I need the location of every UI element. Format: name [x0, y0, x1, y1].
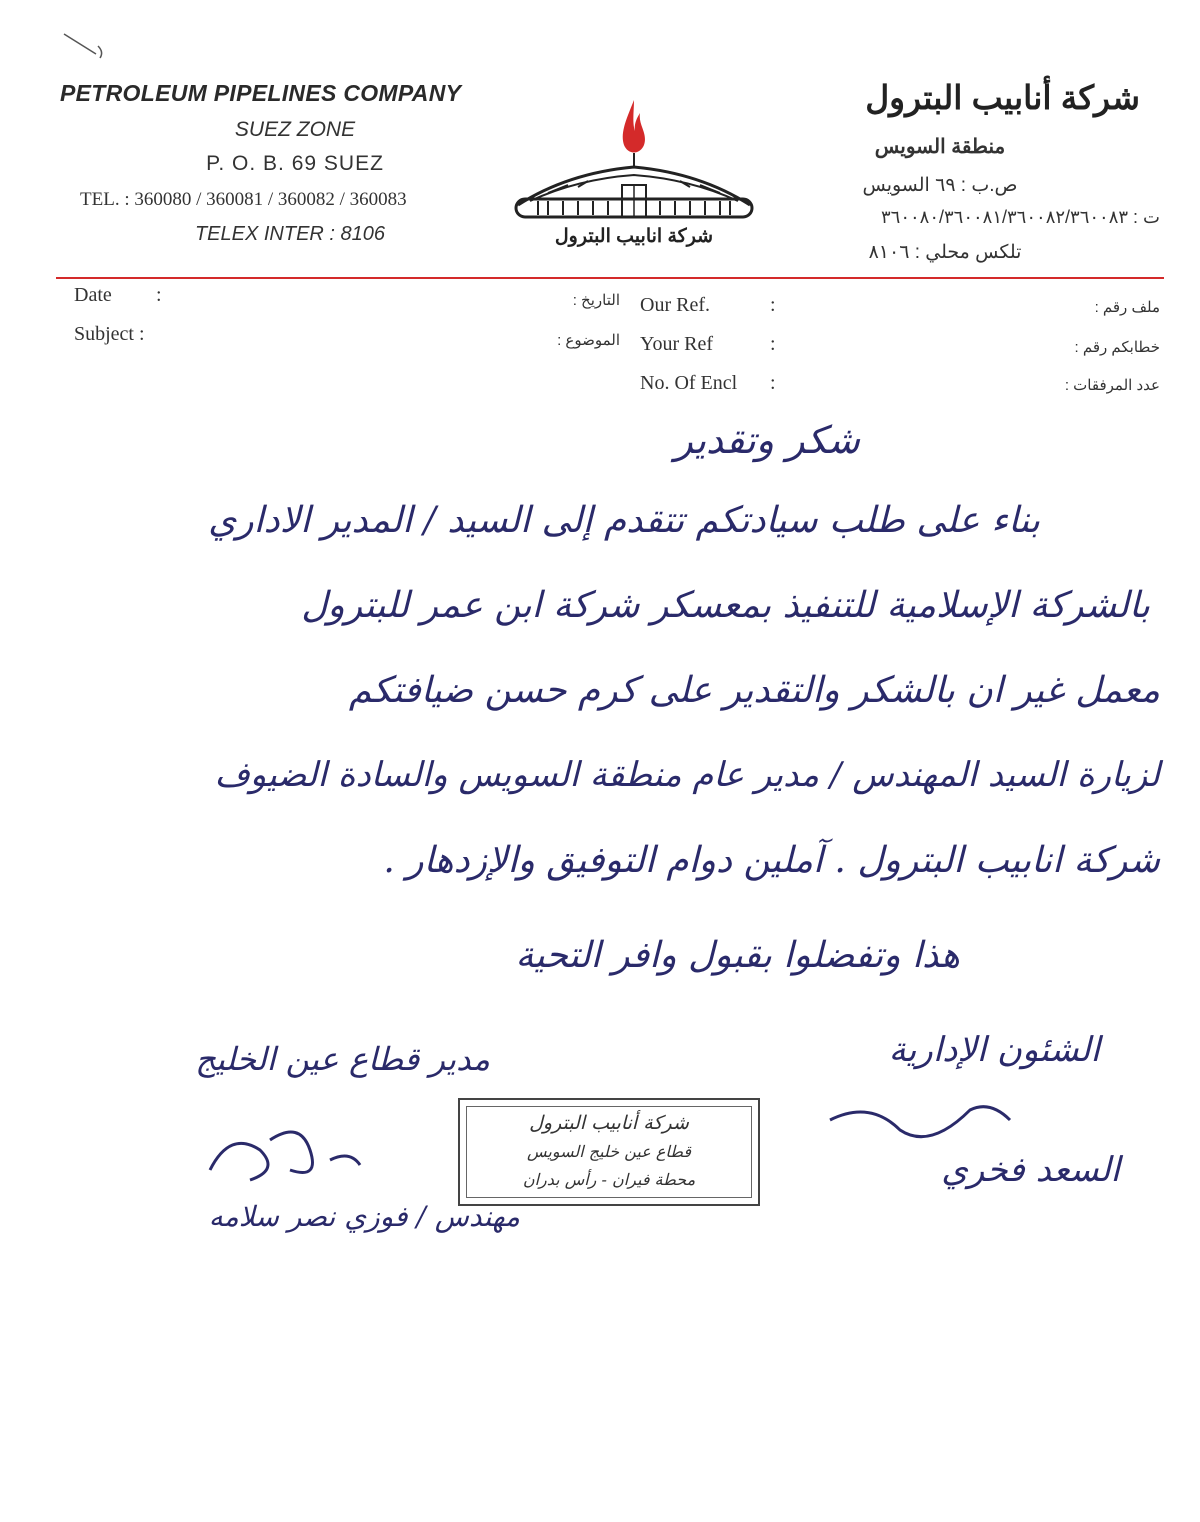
- left-signature-mark: [190, 1110, 390, 1200]
- our-ref-label: Our Ref.: [640, 294, 710, 316]
- letter-line-1: بناء على طلب سيادتكم تتقدم إلى السيد / المدير الاداري: [208, 500, 1040, 541]
- file-no-label-ar: ملف رقم :: [1094, 299, 1160, 316]
- zone-ar: منطقة السويس: [874, 136, 1006, 158]
- date-label-ar: التاريخ :: [572, 292, 620, 309]
- your-ref-label: Your Ref: [640, 333, 713, 355]
- letter-line-4: لزيارة السيد المهندس / مدير عام منطقة السويس والسادة الضيوف: [214, 755, 1160, 795]
- telex-en: TELEX INTER : 8106: [194, 223, 386, 245]
- subject-label-ar: الموضوع :: [557, 332, 620, 349]
- letter-line-6: هذا وتفضلوا بقبول وافر التحية: [515, 935, 960, 976]
- logo-caption: شركة انابيب البترول: [554, 226, 714, 247]
- pob-en: P. O. B. 69 SUEZ: [206, 152, 384, 175]
- right-signature-mark: [820, 1090, 1020, 1150]
- our-ref-colon: :: [770, 294, 776, 316]
- subject-label: Subject :: [74, 323, 145, 345]
- telephone-en: TEL. : 360080 / 360081 / 360082 / 360083: [80, 189, 407, 210]
- stamp-line-2: قطاع عين خليج السويس: [526, 1142, 692, 1161]
- enclosures-colon: :: [770, 372, 776, 394]
- letter-title: شكر وتقدير: [674, 418, 860, 462]
- letter-line-5: شركة انابيب البترول . آملين دوام التوفيق والإزدهار .: [383, 840, 1160, 881]
- telephone-ar: ت : ٣٦٠٠٨٠/٣٦٠٠٨١/٣٦٠٠٨٢/٣٦٠٠٨٣: [881, 207, 1160, 227]
- telex-ar: تلكس محلي : ٨١٠٦: [868, 242, 1022, 263]
- company-name-en: PETROLEUM PIPELINES COMPANY: [60, 80, 462, 106]
- header-divider: [56, 277, 1164, 279]
- attachments-label-ar: عدد المرفقات :: [1064, 377, 1160, 394]
- stamp-line-3: محطة فيران - رأس بدران: [522, 1170, 696, 1189]
- zone-en: SUEZ ZONE: [234, 118, 356, 141]
- right-signatory-name: السعد فخري: [941, 1150, 1120, 1190]
- your-ref-colon: :: [770, 333, 776, 355]
- your-letter-label-ar: خطابكم رقم :: [1074, 339, 1160, 356]
- date-colon: :: [156, 284, 162, 306]
- stamp-line-1: شركة أنابيب البترول: [529, 1112, 689, 1134]
- left-signatory-title: مدير قطاع عين الخليج: [195, 1040, 490, 1078]
- company-name-ar: شركة أنابيب البترول: [865, 79, 1140, 116]
- left-signatory-name: مهندس / فوزي نصر سلامه: [208, 1200, 520, 1233]
- letter-line-2: بالشركة الإسلامية للتنفيذ بمعسكر شركة ابن عمر للبترول: [301, 585, 1150, 626]
- letter-line-3: معمل غير ان بالشكر والتقدير على كرم حسن ضيافتكم: [348, 670, 1160, 711]
- date-label: Date: [74, 284, 112, 306]
- right-signatory-title: الشئون الإدارية: [888, 1030, 1100, 1070]
- pen-mark: [60, 28, 120, 68]
- enclosures-label: No. Of Encl: [640, 372, 738, 394]
- pob-ar: ص.ب : ٦٩ السويس: [862, 175, 1018, 196]
- company-stamp: [458, 1098, 760, 1206]
